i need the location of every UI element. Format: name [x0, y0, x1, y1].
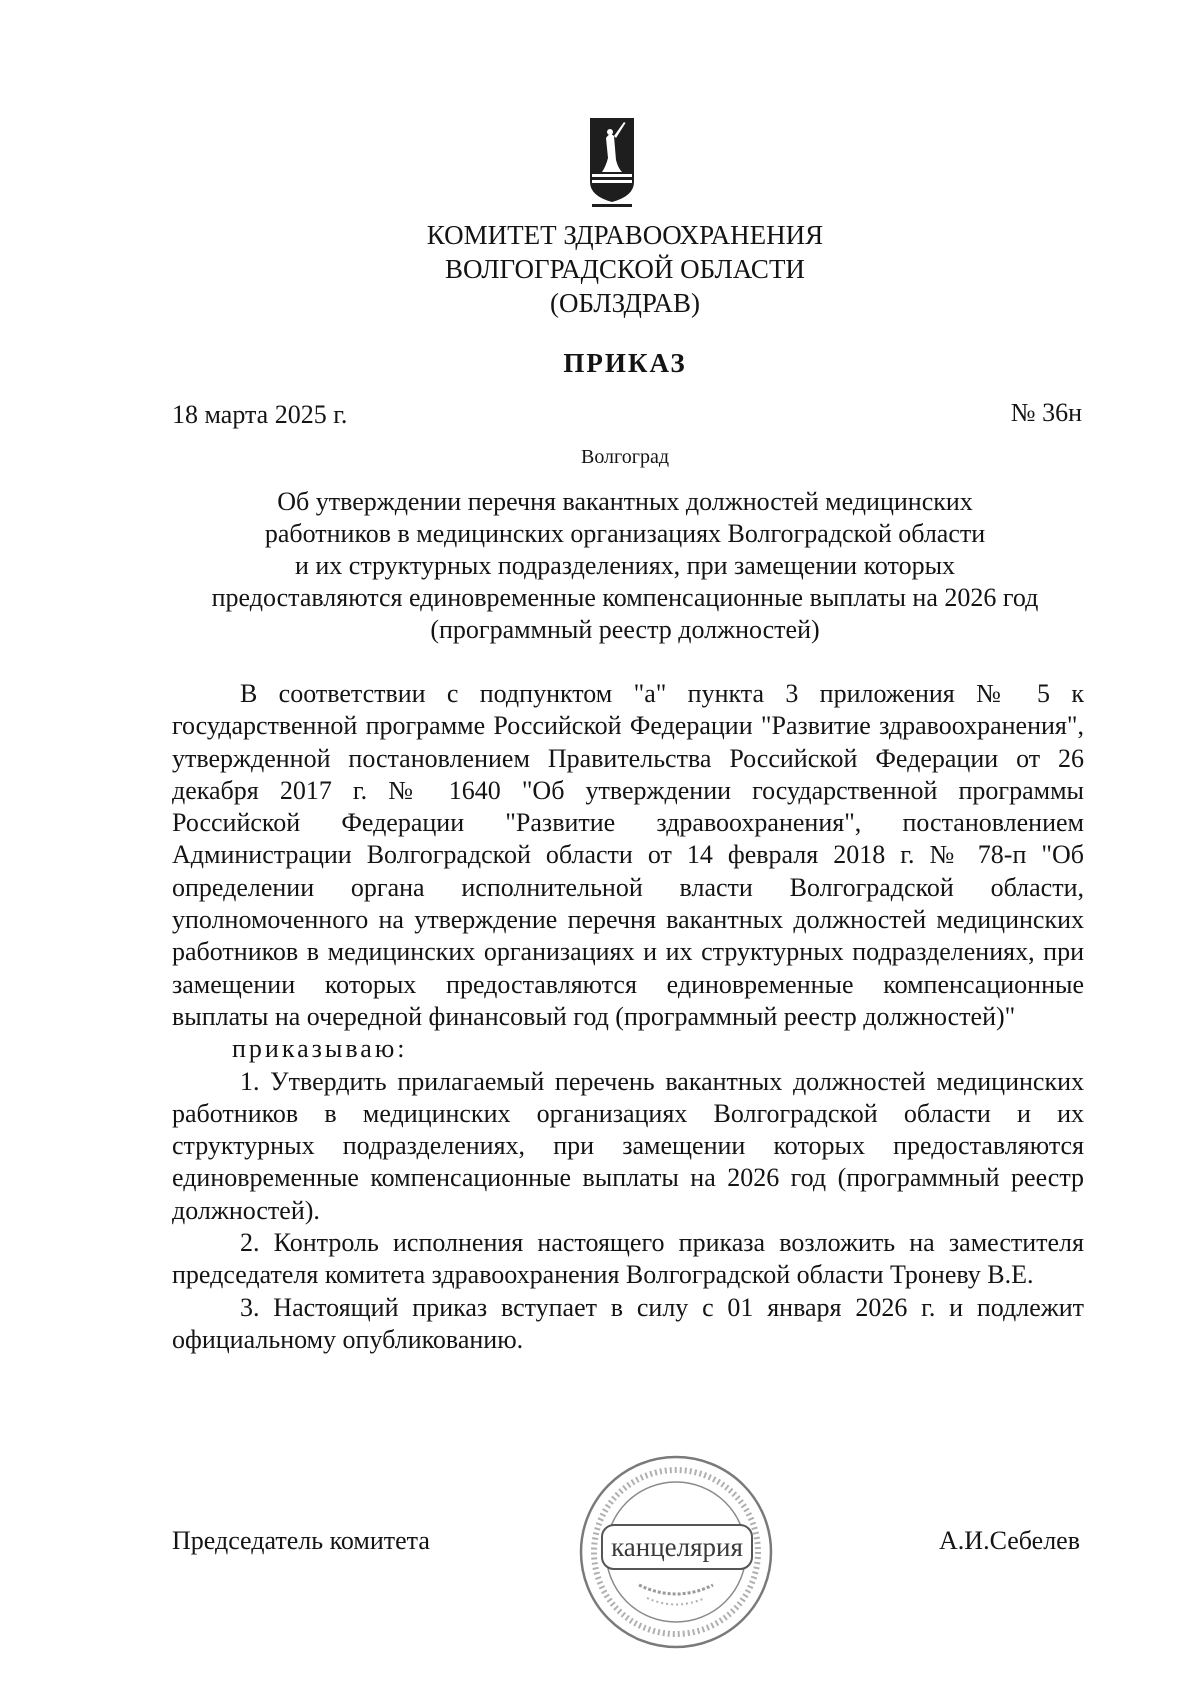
chancellery-stamp	[577, 1453, 775, 1651]
org-name-line-2: ВОЛГОГРАДСКОЙ ОБЛАСТИ	[445, 254, 805, 284]
subject-line-2: работников в медицинских организациях Волгоградской области	[264, 519, 986, 548]
subject-line-3: и их структурных подразделениях, при замещении которых	[294, 551, 956, 580]
subject-line-4: предоставляются единовременные компенсационные выплаты на 2026 год	[211, 583, 1039, 612]
order-word: приказываю:	[232, 1034, 408, 1064]
document-city: Волгоград	[580, 446, 670, 468]
subject-line-1: Об утверждении перечня вакантных должностей медицинских	[277, 487, 973, 516]
document-subject	[165, 486, 1085, 646]
order-item-3: 3. Настоящий приказ вступает в силу с 01 января 2026 г. и подлежит официальному опубликованию.	[172, 1292, 1084, 1354]
document-type: ПРИКАЗ	[563, 348, 687, 378]
issuer-organization	[250, 218, 1000, 320]
volgograd-coat-of-arms-icon	[588, 116, 636, 208]
org-name-line-1: КОМИТЕТ ЗДРАВООХРАНЕНИЯ	[426, 220, 824, 250]
order-item-2: 2. Контроль исполнения настоящего приказа возложить на заместителя председателя комитета здравоохранения Волгоградской области Троневу В.Е.	[172, 1228, 1084, 1290]
signer-name: А.И.Себелев	[939, 1526, 1080, 1555]
document-body	[172, 678, 1084, 1356]
signer-title: Председатель комитета	[172, 1526, 430, 1555]
document-date: 18 марта 2025 г.	[172, 400, 348, 429]
preamble-paragraph: В соответствии с подпунктом "а" пункта 3 приложения № 5 к государственной программе Российской Федерации "Развитие здравоохранения", утвержденной постановлением Правительства Российской Федерации от 26 декабря 2017 г. № 1640 "Об утверждении государственной программы Российской Федерации "Развитие здравоохранения", постановлением Администрации Волгоградской области от 14 февраля 2018 г. № 78-п "Об определении органа исполнительной власти Волгоградской области, уполномоченного на утверждение перечня вакантных должностей медицинских работников в медицинских организациях и их структурных подразделениях, при замещении которых предоставляются единовременные компенсационные выплаты на очередной финансовый год (программный реестр должностей)"	[172, 679, 1084, 1031]
document-number: № 36н	[1010, 398, 1082, 427]
org-name-line-3: (ОБЛЗДРАВ)	[550, 288, 700, 318]
subject-line-5: (программный реестр должностей)	[430, 615, 820, 644]
stamp-text: канцелярия	[611, 1532, 743, 1562]
order-item-1: 1. Утвердить прилагаемый перечень вакантных должностей медицинских работников в медицинских организациях Волгоградской области и их структурных подразделениях, при замещении которых предоставляются единовременные компенсационные выплаты на 2026 год (программный реестр должностей).	[172, 1066, 1084, 1225]
